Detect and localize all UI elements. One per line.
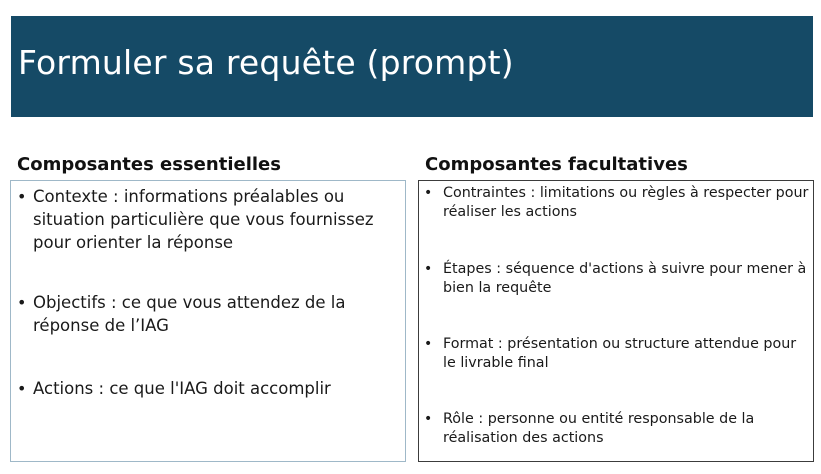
bullet-icon: • [17, 293, 27, 312]
bullet-icon: • [424, 411, 433, 427]
item-text: Rôle : personne ou entité responsable de la réalisation des actions [443, 411, 755, 446]
list-item [419, 184, 811, 222]
list-item [11, 185, 403, 254]
facultatives-box [418, 180, 814, 462]
bullet-icon: • [424, 185, 433, 201]
list-item [11, 377, 403, 400]
item-text: Contexte : informations préalables ou situation particulière que vous fournissez pour orienter la réponse [33, 187, 374, 252]
item-text: Contraintes : limitations ou règles à respecter pour réaliser les actions [443, 185, 809, 220]
title-banner [11, 16, 813, 117]
bullet-icon: • [17, 379, 27, 398]
list-item [419, 335, 811, 373]
item-text: Format : présentation ou structure attendue pour le livrable final [443, 336, 797, 371]
slide-title: Formuler sa requête (prompt) [18, 43, 514, 82]
bullet-icon: • [17, 187, 27, 206]
list-item [419, 410, 811, 448]
list-item [11, 291, 403, 337]
item-text: Objectifs : ce que vous attendez de la réponse de l’IAG [33, 293, 346, 335]
bullet-icon: • [424, 336, 433, 352]
bullet-icon: • [424, 261, 433, 277]
heading-composantes-essentielles: Composantes essentielles [17, 154, 281, 175]
essentielles-box [10, 180, 406, 462]
item-text: Étapes : séquence d'actions à suivre pour mener à bien la requête [443, 261, 807, 296]
list-item [419, 260, 811, 298]
item-text: Actions : ce que l'IAG doit accomplir [33, 379, 331, 398]
heading-composantes-facultatives: Composantes facultatives [425, 154, 688, 175]
